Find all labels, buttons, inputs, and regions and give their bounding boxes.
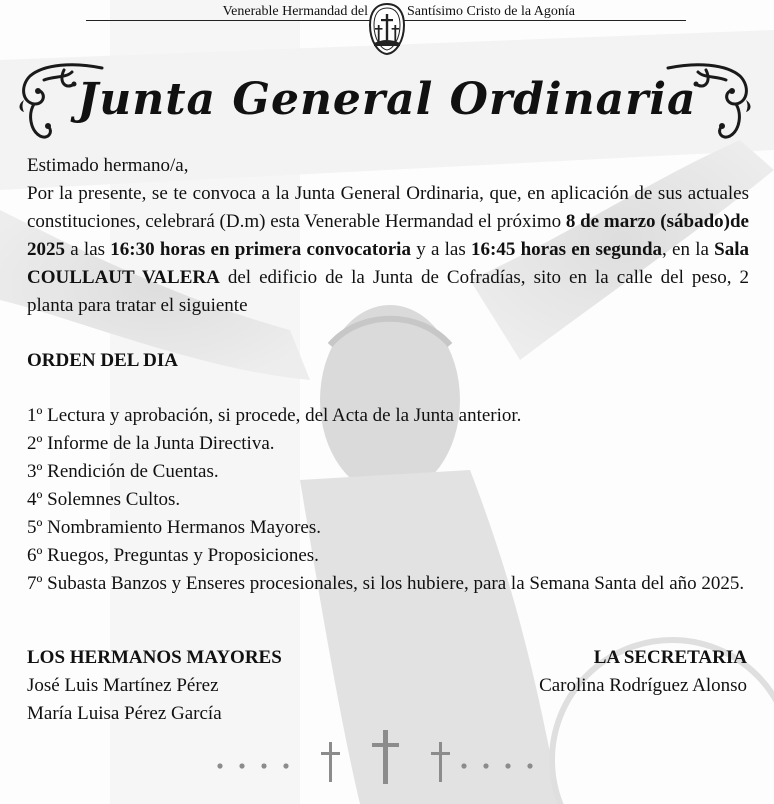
header-brotherhood-name-right: Santísimo Cristo de la Agonía (407, 4, 575, 19)
first-call-time: 16:30 horas en primera convocatoria (110, 239, 411, 260)
header-brotherhood-name-left: Venerable Hermandad del (222, 4, 368, 19)
signature-name: Carolina Rodríguez Alonso (539, 675, 747, 696)
signature-name: José Luis Martínez Pérez (27, 675, 219, 696)
signature-block-right (539, 644, 747, 700)
convocation-intro: Por la presente, se te convoca a la Junta General Ordinaria, que, en aplicación de sus actuales constituciones, celebrará (D.m) esta Venerable Hermandad el próximo (27, 183, 749, 232)
convocation-outro: del edificio de la Junta de Cofradías, sito en la calle del peso, 2 planta para tratar el siguiente (27, 267, 749, 316)
greeting: Estimado hermano/a, (27, 155, 189, 176)
agenda-title: ORDEN DEL DIA (27, 350, 178, 371)
time-connector: a las (65, 239, 111, 260)
signature-role-left: LOS HERMANOS MAYORES (27, 647, 282, 668)
meeting-date: 8 de marzo (sábado)de 2025 (27, 211, 749, 260)
meeting-room: Sala COULLAUT VALERA (27, 239, 750, 288)
letter-body (27, 152, 749, 598)
second-call-time: 16:45 horas en segunda (471, 239, 663, 260)
agenda-item: 1º Lectura y aprobación, si procede, del Acta de la Junta anterior. (27, 405, 522, 426)
agenda-item: 7º Subasta Banzos y Enseres procesionales, si los hubiere, para la Semana Santa del año 2025. (27, 573, 745, 594)
agenda-item: 4º Solemnes Cultos. (27, 489, 181, 510)
place-connector: , en la (662, 239, 715, 260)
agenda-item: 5º Nombramiento Hermanos Mayores. (27, 517, 321, 538)
three-crosses-divider-icon (210, 724, 540, 794)
second-connector: y a las (410, 239, 472, 260)
brotherhood-emblem-icon (368, 3, 406, 55)
agenda-list (27, 402, 749, 598)
signature-role-right: LA SECRETARIA (593, 647, 747, 668)
agenda-item: 3º Rendición de Cuentas. (27, 461, 219, 482)
signature-name: María Luisa Pérez García (27, 703, 222, 724)
agenda-item: 2º Informe de la Junta Directiva. (27, 433, 275, 454)
convocation-paragraph (27, 180, 749, 320)
signature-block-left (27, 644, 282, 728)
page-title: Junta General Ordinaria (77, 74, 697, 125)
agenda-item: 6º Ruegos, Preguntas y Proposiciones. (27, 545, 319, 566)
